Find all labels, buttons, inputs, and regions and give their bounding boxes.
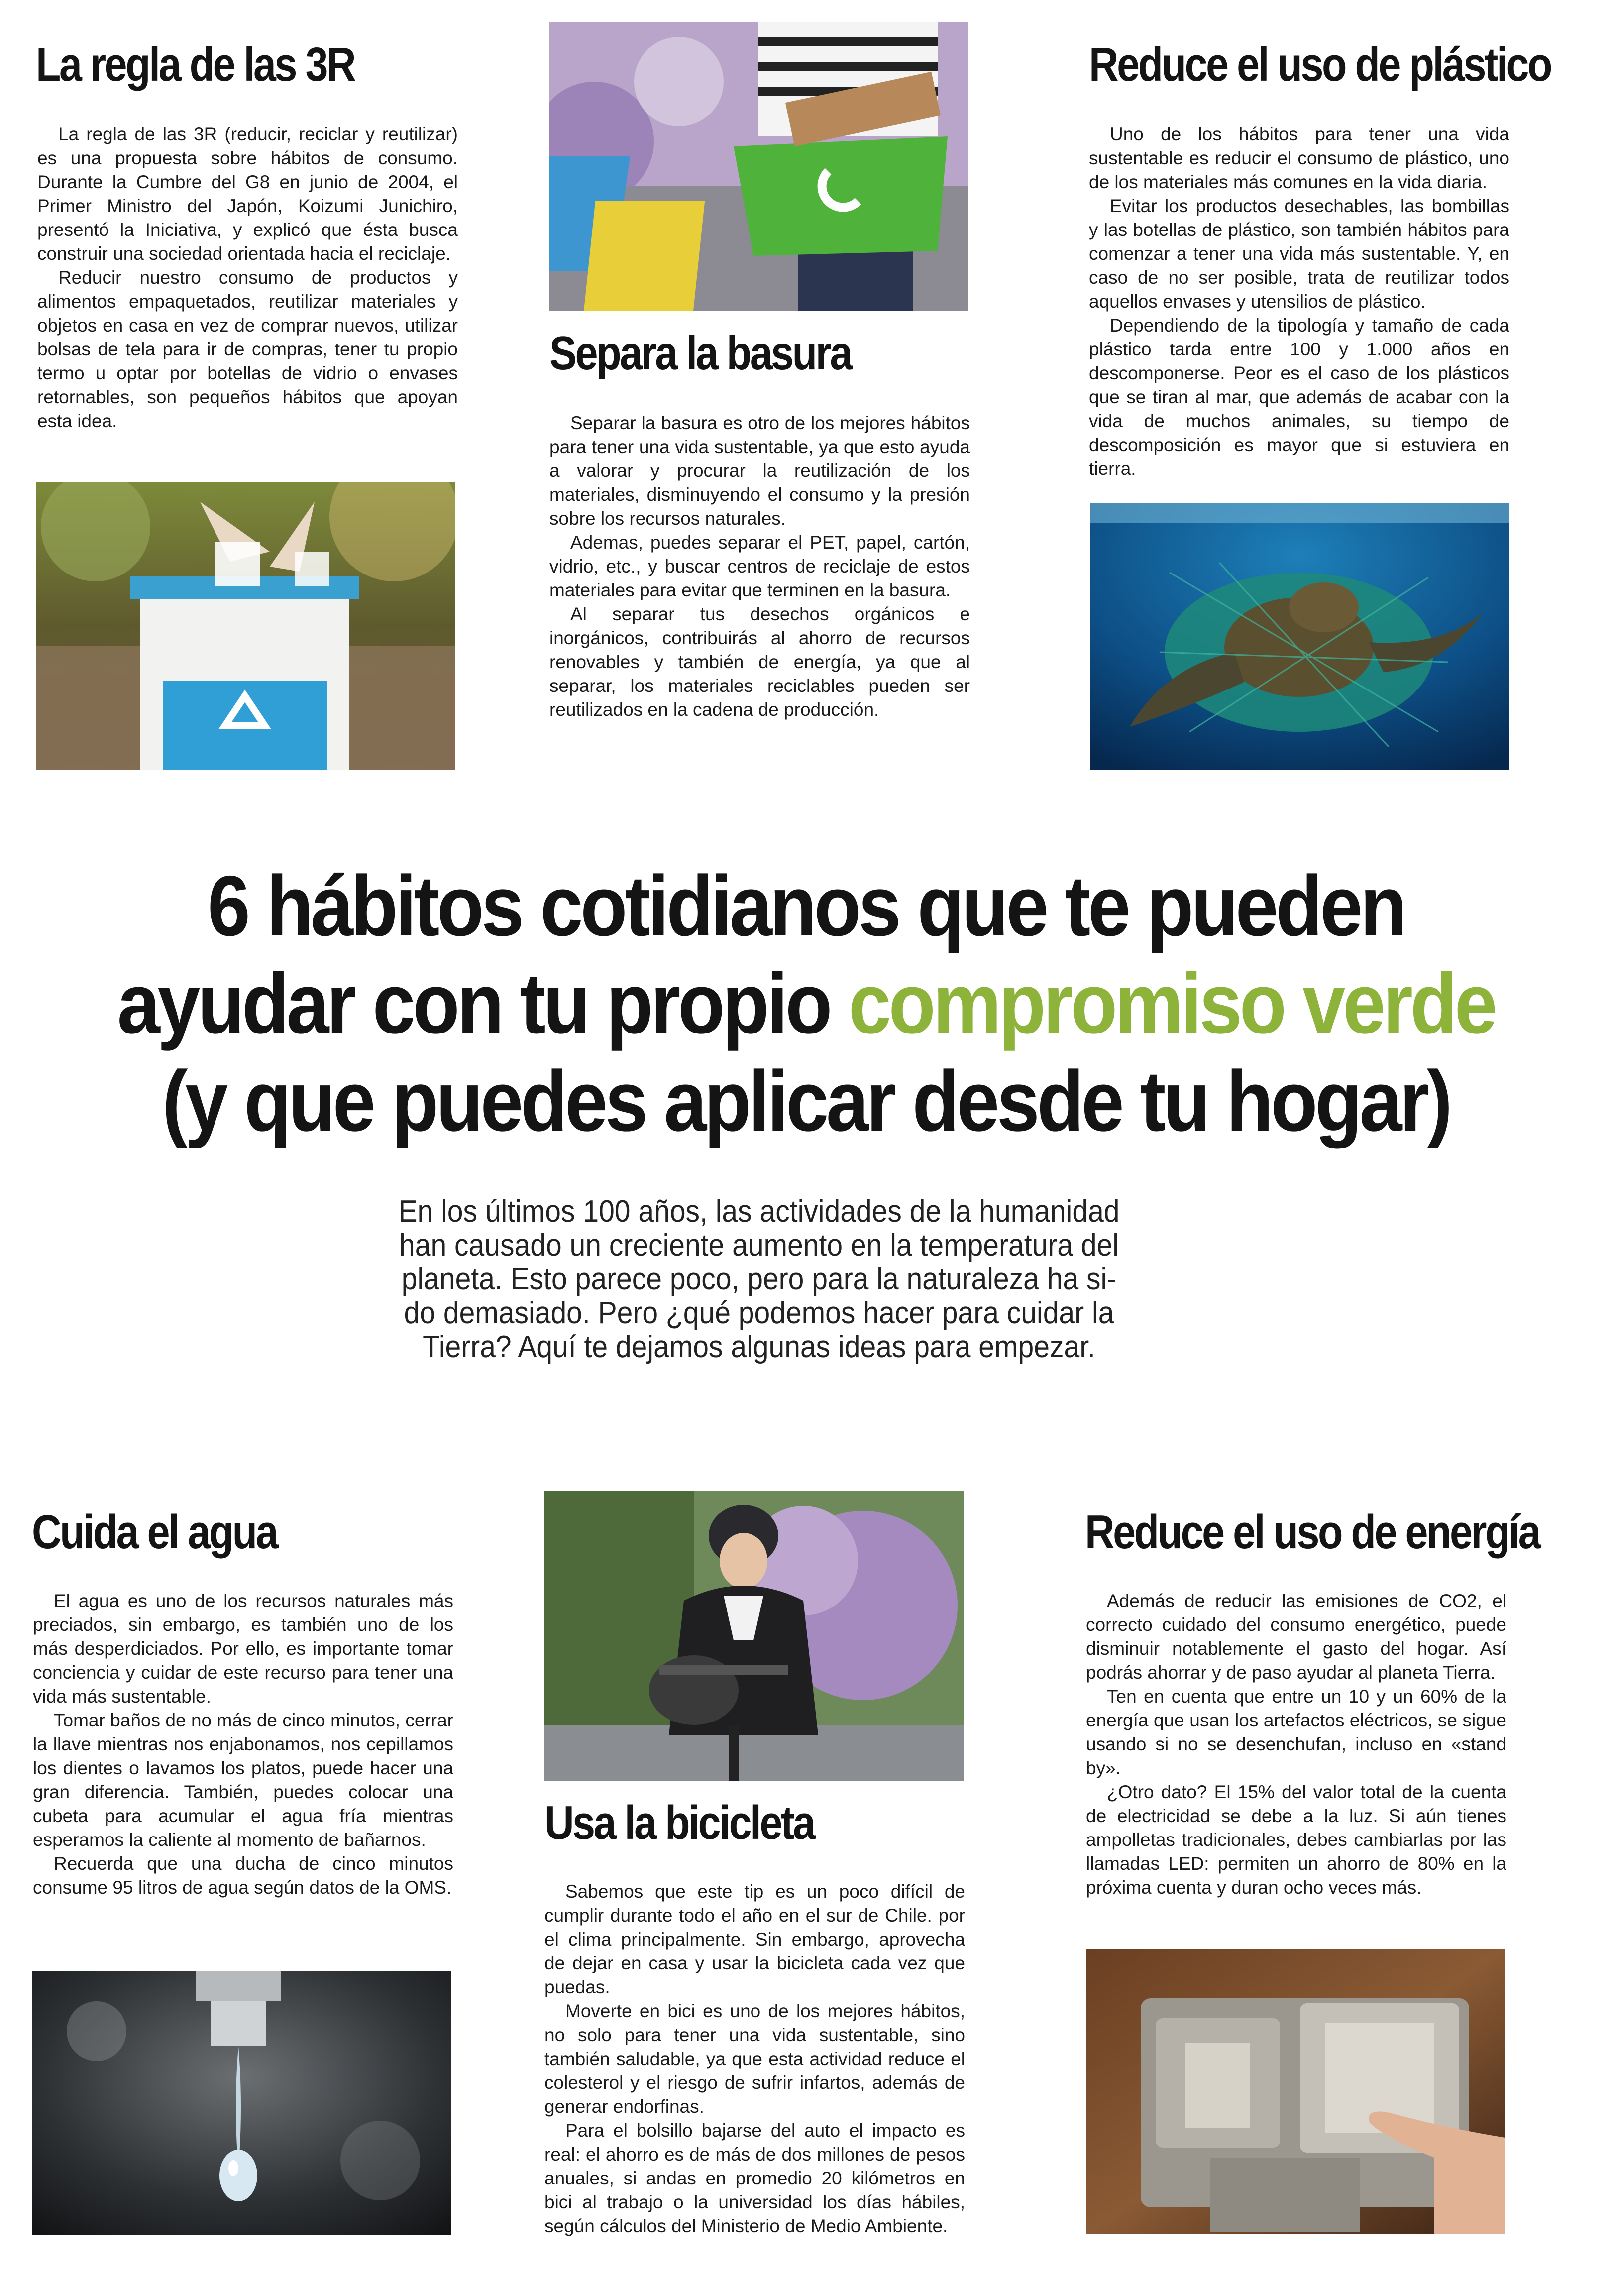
section-title-cuida-agua: Cuida el agua — [32, 1505, 277, 1559]
section-title-reduce-energia: Reduce el uso de energía — [1085, 1505, 1540, 1559]
paragraph: Moverte en bici es uno de los mejores hábitos, no solo para tener una vida sustentable, sino también saludable, ya que esta actividad reduce el colesterol y el riesgo de sufrir infartos, además de generar endorfinas. — [544, 2001, 965, 2117]
headline-line-1: 6 hábitos cotidianos que te pueden — [207, 858, 1405, 954]
headline-highlight: compromiso verde — [848, 956, 1495, 1051]
photo-woman-riding-bicycle — [544, 1491, 964, 1781]
headline-line-2-start: ayudar con tu propio — [117, 956, 849, 1051]
photo-person-holding-green-recycling-bin — [549, 22, 968, 311]
main-headline — [0, 857, 1612, 1150]
paragraph: Recuerda que una ducha de cinco minutos consume 95 litros de agua según datos de la OMS. — [33, 1853, 453, 1898]
paragraph: Sabemos que este tip es un poco difícil de cumplir durante todo el año en el sur de Chile. por el clima principalmente. Sin embargo, aprovecha de dejar en casa y usar la bicicleta cada vez que puedas. — [544, 1881, 965, 1997]
section-body-regla-3r — [37, 122, 458, 433]
headline-line-3: (y que puedes aplicar desde tu hogar) — [162, 1053, 1450, 1149]
section-body-cuida-agua — [33, 1589, 453, 1900]
paragraph: ¿Otro dato? El 15% del valor total de la cuenta de electricidad se debe a la luz. Si aún tienes ampolletas tradicionales, debes cambiarlas por las llamadas LED: permiten un ahorro de 80% en la próxima cuenta y duran ocho veces más. — [1086, 1782, 1506, 1898]
section-title-regla-3r: La regla de las 3R — [36, 38, 355, 91]
paragraph: Reducir nuestro consumo de productos y alimentos empaquetados, reutilizar materiales y objetos en casa en vez de comprar nuevos, utilizar bolsas de tela para ir de compras, tener tu propio termo u optar por botellas de vidrio o envases retornables, son pequeños hábitos que apoyan esta idea. — [37, 267, 458, 431]
paragraph: El agua es uno de los recursos naturales más preciados, sin embargo, es también uno de los más desperdiciados. Por ello, es importante tomar conciencia y cuidar de este recurso para tener una vida más sustentable. — [33, 1591, 453, 1707]
intro-line: En los últimos 100 años, las actividades de la humanidad — [398, 1194, 1120, 1229]
section-title-separa-basura: Separa la basura — [549, 327, 851, 380]
section-body-usa-bicicleta — [544, 1880, 965, 2238]
paragraph: Al separar tus desechos orgánicos e inorgánicos, contribuirás al ahorro de recursos renovables y también de energía, ya que al separar, los materiales reciclables pueden ser reutilizados en la cadena de producción. — [549, 604, 970, 720]
headline-line-2 — [81, 955, 1531, 1052]
paragraph: Para el bolsillo bajarse del auto el impacto es real: el ahorro es de más de dos millones de pesos anuales, si andas en promedio 20 kilómetros en bici al trabajo o la universidad los días hábiles, según cálculos del Ministerio de Medio Ambiente. — [544, 2120, 965, 2236]
paragraph: Separar la basura es otro de los mejores hábitos para tener una vida sustentable, ya que esto ayuda a valorar y procurar la reutilización de los materiales, disminuyendo el consumo y la presión sobre los recursos naturales. — [549, 413, 970, 529]
paragraph: Además de reducir las emisiones de CO2, el correcto cuidado del consumo energético, puede disminuir notablemente el gasto del hogar. Así podrás ahorrar y de paso ayudar al planeta Tierra. — [1086, 1591, 1506, 1683]
intro-line: do demasiado. Pero ¿qué podemos hacer para cuidar la — [404, 1296, 1114, 1330]
section-body-separa-basura — [549, 411, 970, 722]
photo-recycling-bin-forest — [36, 482, 455, 770]
photo-dripping-faucet — [32, 1971, 451, 2235]
paragraph: Tomar baños de no más de cinco minutos, cerrar la llave mientras nos enjabonamos, nos cepillamos los dientes o lavamos los platos, puede hacer una gran diferencia. También, puedes colocar una cubeta para acumular el agua fría mientras esperamos la caliente al momento de bañarnos. — [33, 1710, 453, 1850]
paragraph: Uno de los hábitos para tener una vida sustentable es reducir el consumo de plástico, uno de los materiales más comunes en la vida diaria. — [1089, 124, 1509, 192]
paragraph: Ademas, puedes separar el PET, papel, cartón, vidrio, etc., y buscar centros de reciclaje de estos materiales para evitar que terminen en la basura. — [549, 532, 970, 600]
paragraph: Ten en cuenta que entre un 10 y un 60% de la energía que usan los artefactos eléctricos, se sigue usando si no se desenchufan, incluso en «stand by». — [1086, 1686, 1506, 1778]
intro-line: han causado un creciente aumento en la temperatura del — [399, 1228, 1119, 1263]
photo-sea-turtle-in-net — [1090, 503, 1509, 770]
section-body-reduce-plastico — [1089, 122, 1509, 481]
paragraph: Dependiendo de la tipología y tamaño de cada plástico tarda entre 100 y 1.000 años en descomponerse. Peor es el caso de los plásticos que se tiran al mar, que además de acabar con la vida de muchos animales, su tiempo de descomposición es mayor que si estuviera en tierra. — [1089, 315, 1509, 479]
paragraph: Evitar los productos desechables, las bombillas y las botellas de plástico, son también hábitos para comenzar a tener una vida más sustentable. Y, en caso de no ser posible, trata de reutilizar todos aquellos envases y utensilios de plástico. — [1089, 196, 1509, 312]
intro-line: Tierra? Aquí te dejamos algunas ideas para empezar. — [423, 1330, 1095, 1364]
section-title-usa-bicicleta: Usa la bicicleta — [544, 1796, 814, 1849]
paragraph: La regla de las 3R (reducir, reciclar y reutilizar) es una propuesta sobre hábitos de consumo. Durante la Cumbre del G8 en junio de 2004, el Primer Ministro del Japón, Koizumi Junichiro, presentó la Iniciativa, y explicó que ésta busca construir una sociedad orientada hacia el reciclaje. — [37, 124, 458, 264]
intro-paragraph — [348, 1195, 1170, 1364]
section-body-reduce-energia — [1086, 1589, 1506, 1900]
section-title-reduce-plastico: Reduce el uso de plástico — [1089, 38, 1551, 91]
photo-finger-pressing-light-switch — [1086, 1949, 1505, 2234]
intro-line: planeta. Esto parece poco, pero para la naturaleza ha si- — [401, 1262, 1117, 1296]
